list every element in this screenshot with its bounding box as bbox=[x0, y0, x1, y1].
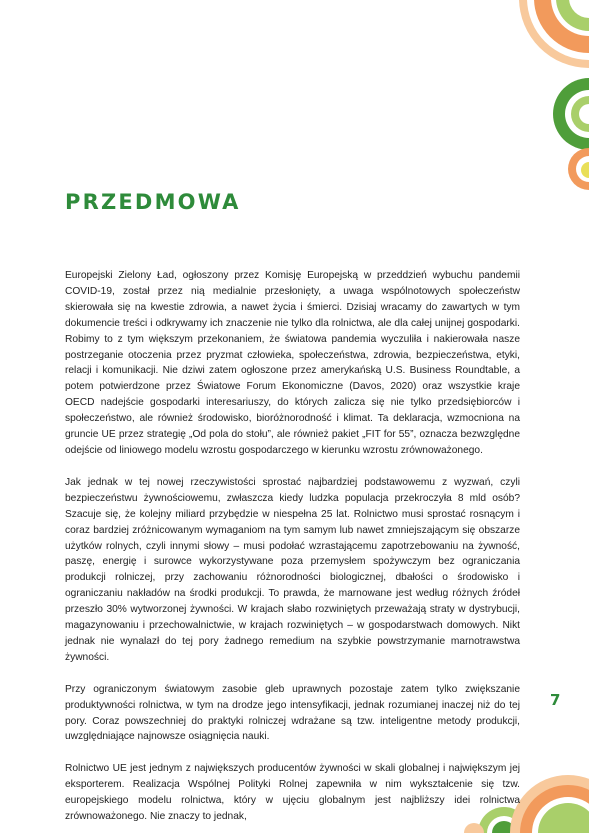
paragraph: Europejski Zielony Ład, ogłoszony przez Komisję Europejską w przeddzień wybuchu pandemii COVID-19, został przez nią medialnie przesłonięty, a uwaga wspólnotowych społeczeństw skierowała się na kwestie zdrowia, a nawet życia i śmierci. Dzisiaj wracamy do zawartych w tym dokumencie treści i odkrywamy ich znaczenie nie tylko dla rolnictwa, ale dla całej unijnej gospodarki. Robimy to z tym większym przekonaniem, że światowa pandemia wyczuliła i nakierowała nasze postrzeganie otoczenia przez pryzmat człowieka, społeczeństwa, zdrowia, bezpieczeństwa, etyki, relacji i komunikacji. Nie dziwi zatem ogłoszone przez amerykańską U.S. Business Roundtable, a potem potwierdzone przez Światowe Forum Ekonomiczne (Davos, 2020) oraz wszystkie kraje OECD nadejście gospodarki interesariuszy, do których zalicza się nie tylko przedsiębiorców i społeczeństwo, ale również środowisko, bioróżnorodność i klimat. Ta deklaracja, wzmocniona na gruncie UE przez strategię „Od pola do stołu”, ale również pakiet „FIT for 55”, oznacza bezwzględne odejście od liniowego modelu wzrostu gospodarczego w kierunku wzrostu zrównoważonego. bbox=[65, 270, 520, 456]
body-text bbox=[65, 268, 520, 833]
decorative-arcs-top bbox=[510, 0, 589, 70]
paragraph: Rolnictwo UE jest jednym z największych producentów żywności w skali globalnej i największym jej eksporterem. Realizacja Wspólnej Polityki Rolnej zapewniła w nim wykształcenie się tzw. europejskiego modelu rolnictwa, który w ujęciu globalnym jest najbliższy idei rolnictwa zrównoważonego. Nie znaczy to jednak, bbox=[65, 763, 520, 823]
paragraph: Jak jednak w tej nowej rzeczywistości sprostać najbardziej podstawowemu z wyzwań, czyli bezpieczeństwu żywnościowemu, zwłaszcza kiedy ludzka populacja przekroczyła 8 mld osób? Szacuje się, że kolejny miliard przybędzie w niespełna 25 lat. Rolnictwo musi sprostać rosnącym i coraz bardziej zróżnicowanym wymaganiom na tym samym lub nawet zmniejszającym się obszarze użytków rolnych, czyli innymi słowy – musi podołać wzrastającemu zapotrzebowaniu na żywność, paszę, energię i surowce wykorzystywane poza przemysłem spożywczym bez ograniczania produkcji rolniczej, przy zachowaniu różnorodności biologicznej, dbałości o środowisko i ograniczaniu nakładów na środki produkcji. To prawda, że marnowane jest według różnych źródeł przeszło 30% wytworzonej żywności. W krajach słabo rozwiniętych przeważają straty w dystrybucji, magazynowaniu i przechowalnictwie, w krajach rozwiniętych – w gospodarstwach domowych. Nikt jednak nie wynalazł do tej pory żadnego remedium na szybkie powstrzymanie marnotrawstwa żywności. bbox=[65, 476, 520, 663]
page-title: PRZEDMOWA bbox=[65, 190, 241, 214]
paragraph: Przy ograniczonym światowym zasobie gleb uprawnych pozostaje zatem tylko zwiększanie produktywności rolnictwa, w tym na drodze jego intensyfikacji, jednak rozumianej inaczej niż do tej pory. Coraz powszechniej do praktyki rolniczej wdrażane są tzw. inteligentne metody produkcji, uwzględniające najnowsze osiągnięcia nauki. bbox=[65, 683, 520, 743]
decorative-arcs-side bbox=[548, 78, 589, 190]
page-number: 7 bbox=[550, 691, 561, 709]
